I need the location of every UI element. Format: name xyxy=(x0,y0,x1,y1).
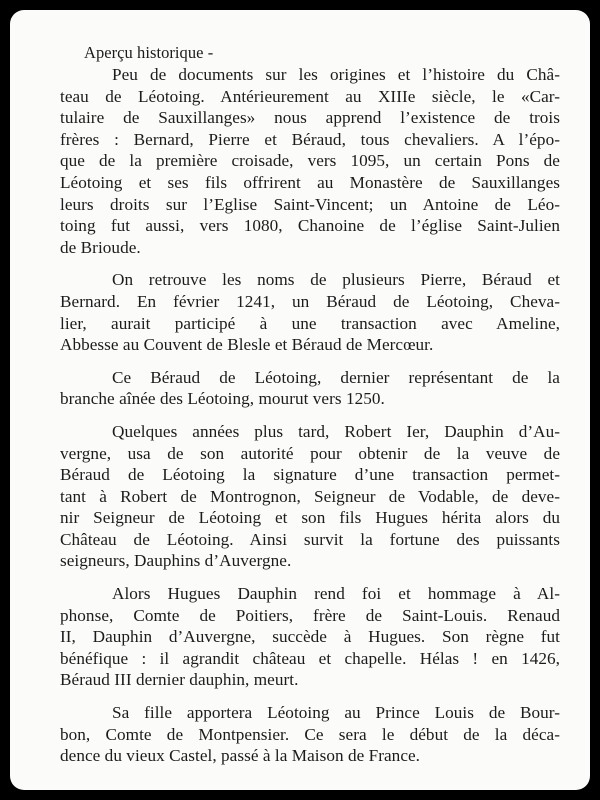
text-line: tulaire de Sauxillanges» nous apprend l’existence de trois xyxy=(60,108,560,128)
text-line: bon, Comte de Montpensier. Ce sera le début de la déca- xyxy=(60,724,560,744)
text-line: que de la première croisade, vers 1095, un certain Pons de xyxy=(60,151,560,171)
section-heading: Aperçu historique - xyxy=(84,43,214,62)
paragraph-gap xyxy=(60,691,560,702)
text-line: Peu de documents sur les origines et l’histoire du Châ- xyxy=(112,65,560,84)
text-line: teau de Léotoing. Antérieurement au XIIIe siècle, le «Car- xyxy=(60,86,560,106)
text-line: toing fut aussi, vers 1080, Chanoine de l’église Saint-Julien xyxy=(60,216,560,236)
text-line: lier, aurait participé à une transaction avec Ameline, xyxy=(60,313,560,333)
text-line: Léotoing et ses fils offrirent au Monastère de Sauxillanges xyxy=(60,172,560,192)
paragraph xyxy=(60,583,560,691)
paragraph-gap xyxy=(60,356,560,367)
text-line: tant à Robert de Montrognon, Seigneur de Vodable, de deve- xyxy=(60,486,560,506)
document-body xyxy=(60,64,560,767)
text-line: Sa fille apportera Léotoing au Prince Louis de Bour- xyxy=(112,703,560,723)
text-line: Bernard. En février 1241, un Béraud de Léotoing, Cheva- xyxy=(60,291,560,311)
document-page xyxy=(60,42,560,767)
text-line: Quelques années plus tard, Robert Ier, Dauphin d’Au- xyxy=(112,421,560,441)
text-line: de Brioude. xyxy=(60,237,141,257)
text-line: Ce Béraud de Léotoing, dernier représentant de la xyxy=(112,367,560,387)
text-line: On retrouve les noms de plusieurs Pierre, Béraud et xyxy=(112,270,560,290)
paragraph-gap xyxy=(60,572,560,583)
text-line: leurs droits sur l’Eglise Saint-Vincent; un Antoine de Léo- xyxy=(60,194,560,214)
paragraph xyxy=(60,269,560,355)
text-line: bénéfique : il agrandit château et chapelle. Hélas ! en 1426, xyxy=(60,648,560,668)
paragraph xyxy=(60,702,560,767)
text-line: phonse, Comte de Poitiers, frère de Saint-Louis. Renaud xyxy=(60,605,560,625)
text-line: dence du vieux Castel, passé à la Maison de France. xyxy=(60,746,421,766)
text-line: vergne, usa de son autorité pour obtenir de la veuve de xyxy=(60,443,560,463)
text-line: seigneurs, Dauphins d’Auvergne. xyxy=(60,551,292,571)
text-line: Béraud III dernier dauphin, meurt. xyxy=(60,670,299,690)
text-line: Alors Hugues Dauphin rend foi et hommage à Al- xyxy=(112,584,560,604)
paragraph xyxy=(60,367,560,410)
text-line: branche aînée des Léotoing, mourut vers 1250. xyxy=(60,389,385,409)
text-line: frères : Bernard, Pierre et Béraud, tous chevaliers. A l’épo- xyxy=(60,129,560,149)
text-line: II, Dauphin d’Auvergne, succède à Hugues. Son règne fut xyxy=(60,627,560,647)
text-line: nir Seigneur de Léotoing et son fils Hugues hérita alors du xyxy=(60,508,560,528)
paragraph-gap xyxy=(60,410,560,421)
paragraph-gap xyxy=(60,258,560,269)
text-line: Abbesse au Couvent de Blesle et Béraud de Mercœur. xyxy=(60,335,434,355)
text-line: Béraud de Léotoing la signature d’une transaction permet- xyxy=(60,465,560,485)
page-frame xyxy=(10,10,590,790)
text-line: Château de Léotoing. Ainsi survit la fortune des puissants xyxy=(60,529,560,549)
paragraph xyxy=(60,64,560,258)
paragraph xyxy=(60,421,560,572)
